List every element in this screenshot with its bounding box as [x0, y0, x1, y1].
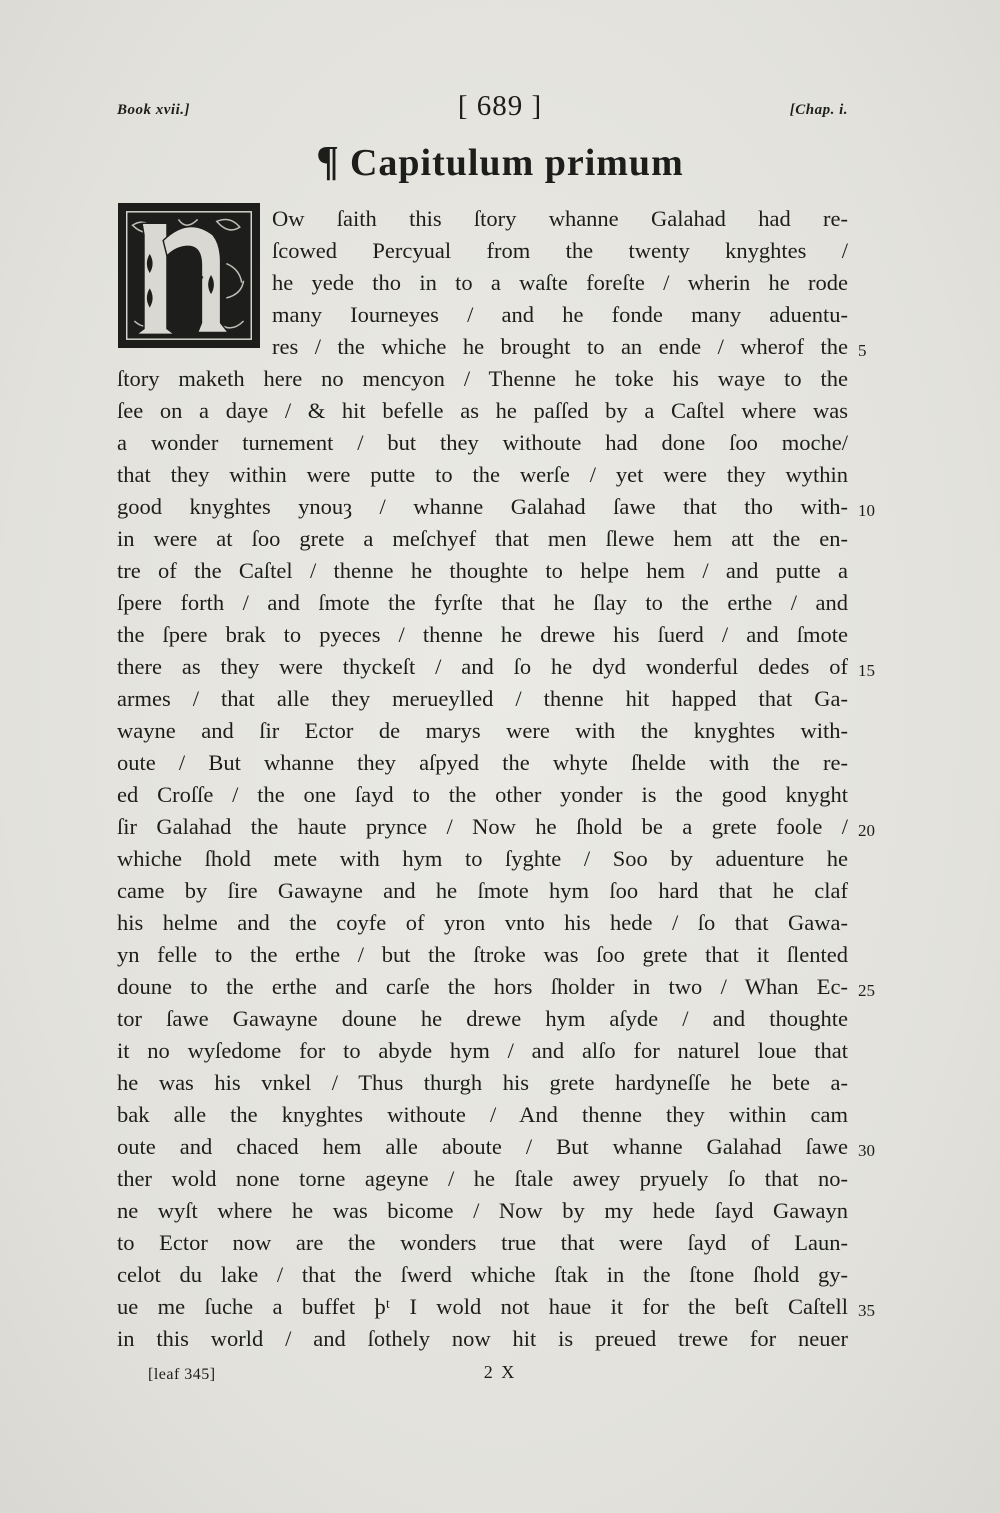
text-line: ue me ſuche a buffet þᵗ I wold not haue it for the beſt Caſtell	[117, 1294, 848, 1319]
text-line: ther wold none torne ageyne / he ſtale awey pryuely ſo that no-	[117, 1166, 848, 1191]
leaf-reference: [leaf 345]	[148, 1366, 216, 1383]
running-header	[0, 90, 1000, 130]
text-line: ſpere forth / and ſmote the fyrſte that he ſlay to the erthe / and	[117, 590, 848, 615]
line-number: 25	[858, 981, 875, 1000]
header-book-number: Book xvii.]	[117, 102, 190, 118]
chapter-title	[0, 138, 1000, 186]
signature-mark: 2 X	[483, 1362, 517, 1382]
page-number: [ 689 ]	[457, 90, 543, 122]
text-line: there as they were thyckeſt / and ſo he dyd wonderful dedes of	[117, 654, 848, 679]
text-line: came by ſire Gawayne and he ſmote hym ſoo hard that he claf	[117, 878, 848, 903]
header-chapter-number: [Chap. i.	[789, 102, 848, 118]
text-line: ed Croſſe / the one ſayd to the other yonder is the good knyght	[117, 782, 848, 807]
text-line: ne wyſt where he was bicome / Now by my hede ſayd Gawayn	[117, 1198, 848, 1223]
text-line: ſcowed Percyual from the twenty knyghtes /	[272, 238, 848, 263]
text-line: a wonder turnement / but they withoute had done ſoo moche/	[117, 430, 848, 455]
line-number: 5	[858, 341, 867, 360]
text-line: res / the whiche he brought to an ende / wherof the	[272, 334, 848, 359]
text-line: it no wyſedome for to abyde hym / and alſo for naturel loue that	[117, 1038, 848, 1063]
line-number: 35	[858, 1301, 875, 1320]
text-line: his helme and the coyfe of yron vnto his hede / ſo that Gawa-	[117, 910, 848, 935]
text-line: oute and chaced hem alle aboute / But whanne Galahad ſawe	[117, 1134, 848, 1159]
text-line: he yede tho in to a waſte foreſte / wherin he rode	[272, 270, 848, 295]
text-line: yn felle to the erthe / but the ſtroke was ſoo grete that it ſlented	[117, 942, 848, 967]
text-line: ſee on a daye / & hit befelle as he paſſed by a Caſtel where was	[117, 398, 848, 423]
text-line: ſtory maketh here no mencyon / Thenne he toke his waye to the	[117, 366, 848, 391]
text-line: oute / But whanne they aſpyed the whyte ſhelde with the re-	[117, 750, 848, 775]
line-number: 15	[858, 661, 875, 680]
text-line: in were at ſoo grete a meſchyef that men ſlewe hem att the en-	[117, 526, 848, 551]
text-line: whiche ſhold mete with hym to ſyghte / Soo by aduenture he	[117, 846, 848, 871]
text-line: ſir Galahad the haute prynce / Now he ſhold be a grete foole /	[117, 814, 848, 839]
text-line: in this world / and ſothely now hit is preued trewe for neuer	[117, 1326, 848, 1351]
text-line: doune to the erthe and carſe the hors ſholder in two / Whan Ec-	[117, 974, 848, 999]
line-number: 20	[858, 821, 875, 840]
text-line: many Iourneyes / and he fonde many aduentu-	[272, 302, 848, 327]
text-line: wayne and ſir Ector de marys were with the knyghtes with-	[117, 718, 848, 743]
text-line: Ow ſaith this ſtory whanne Galahad had re-	[272, 206, 848, 231]
decorated-initial-letter	[118, 203, 260, 348]
text-line: armes / that alle they merueylled / thenne hit happed that Ga-	[117, 686, 848, 711]
chapter-title-text: Capitulum primum	[349, 142, 684, 184]
line-number: 30	[858, 1141, 875, 1160]
text-line: the ſpere brak to pyeces / thenne he drewe his ſuerd / and ſmote	[117, 622, 848, 647]
text-line: to Ector now are the wonders true that were ſayd of Laun-	[117, 1230, 848, 1255]
line-number: 10	[858, 501, 875, 520]
text-line: good knyghtes ynouȝ / whanne Galahad ſawe that tho with-	[117, 494, 848, 519]
ornamental-initial-n-icon	[121, 206, 257, 345]
text-line: tre of the Caſtel / thenne he thoughte to helpe hem / and putte a	[117, 558, 848, 583]
text-line: he was his vnkel / Thus thurgh his grete hardyneſſe he bete a-	[117, 1070, 848, 1095]
text-line: bak alle the knyghtes withoute / And thenne they within cam	[117, 1102, 848, 1127]
pilcrow-icon: ¶	[316, 139, 340, 185]
text-line: tor ſawe Gawayne doune he drewe hym aſyde / and thoughte	[117, 1006, 848, 1031]
text-line: celot du lake / that the ſwerd whiche ſtak in the ſtone ſhold gy-	[117, 1262, 848, 1287]
text-line: that they within were putte to the werſe / yet were they wythin	[117, 462, 848, 487]
